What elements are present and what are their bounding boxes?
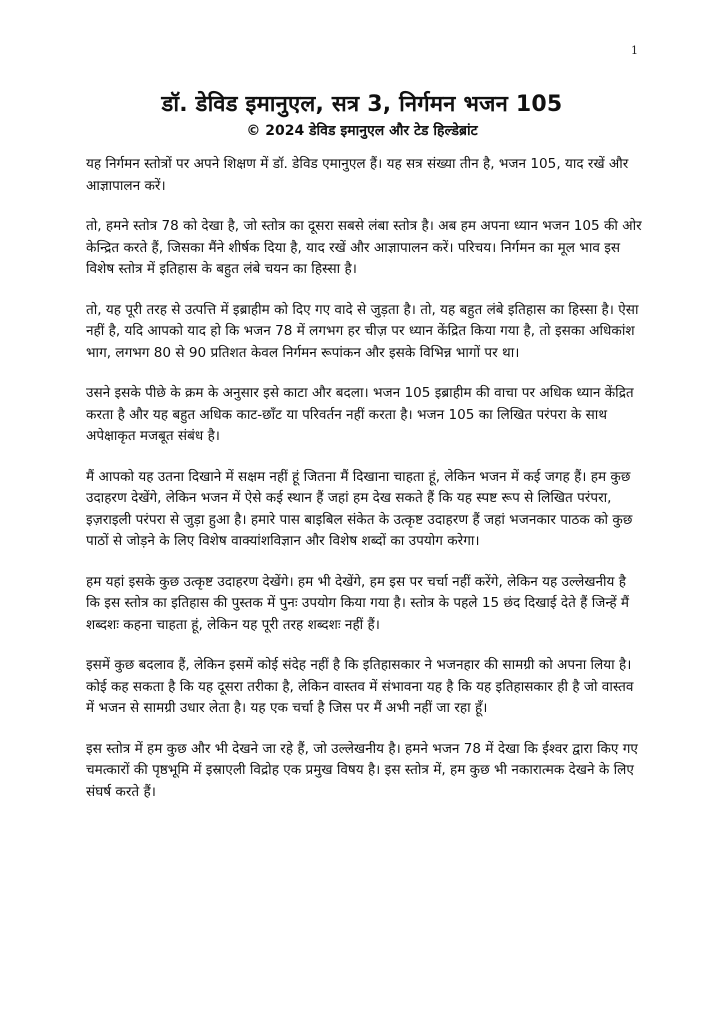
document-body [86,154,642,822]
paragraph-4: उसने इसके पीछे के क्रम के अनुसार इसे काटा और बदला। भजन 105 इब्राहीम की वाचा पर अधिक ध्यान केंद्रित करता है और यह बहुत अधिक काट-छाँट या परिवर्तन नहीं करता है। भजन 105 का लिखित परंपरा के साथ अपेक्षाकृत मजबूत संबंध है। [86,385,634,444]
paragraph-5: मैं आपको यह उतना दिखाने में सक्षम नहीं हूं जितना मैं दिखाना चाहता हूं, लेकिन भजन में कई जगह हैं। हम कुछ उदाहरण देखेंगे, लेकिन भजन में ऐसे कई स्थान हैं जहां हम देख सकते हैं कि यह स्पष्ट रूप से लिखित परंपरा, इज़राइली परंपरा से जुड़ा हुआ है। हमारे पास बाइबिल संकेत के उत्कृष्ट उदाहरण हैं जहां भजनकार पाठक को कुछ पाठों से जोड़ने के लिए विशेष वाक्यांशविज्ञान और विशेष शब्दों का उपयोग करेगा। [86,468,633,549]
paragraph-3: तो, यह पूरी तरह से उत्पत्ति में इब्राहीम को दिए गए वादे से जुड़ता है। तो, यह बहुत लंबे इतिहास का हिस्सा है। ऐसा नहीं है, यदि आपको याद हो कि भजन 78 में लगभग हर चीज़ पर ध्यान केंद्रित किया गया है, तो इसका अधिकांश भाग, लगभग 80 से 90 प्रतिशत केवल निर्गमन रूपांकन और इसके विभिन्न भागों पर था। [86,301,639,361]
copyright-line: © 2024 डेविड इमानुएल और टेड हिल्डेब्रांट [246,123,478,139]
paragraph-8: इस स्तोत्र में हम कुछ और भी देखने जा रहे हैं, जो उल्लेखनीय है। हमने भजन 78 में देखा कि ईश्वर द्वारा किए गए चमत्कारों की पृष्ठभूमि में इस्राएली विद्रोह एक प्रमुख विषय है। इस स्तोत्र में, हम कुछ भी नकारात्मक देखने के लिए संघर्ष करते हैं। [86,740,638,800]
paragraph-6: हम यहां इसके कुछ उत्कृष्ट उदाहरण देखेंगे। हम भी देखेंगे, हम इस पर चर्चा नहीं करेंगे, लेकिन यह उल्लेखनीय है कि इस स्तोत्र का इतिहास की पुस्तक में पुनः उपयोग किया गया है। स्तोत्र के पहले 15 छंद दिखाई देते हैं जिन्हें मैं शब्दशः कहना चाहता हूं, लेकिन यह पूरी तरह शब्दशः नहीं हैं। [86,573,630,633]
paragraph-7: इसमें कुछ बदलाव हैं, लेकिन इसमें कोई संदेह नहीं है कि इतिहासकार ने भजनहार की सामग्री को अपना लिया है। कोई कह सकता है कि यह दूसरा तरीका है, लेकिन वास्तव में संभावना यह है कि यह इतिहासकार ही है जो वास्तव में भजन से सामग्री उधार लेता है। यह एक चर्चा है जिस पर मैं अभी नहीं जा रहा हूँ। [86,657,634,716]
page-number: 1 [631,44,638,57]
page-title: डॉ. डेविड इमानुएल, सत्र 3, निर्गमन भजन 105 [161,92,563,117]
paragraph-1: यह निर्गमन स्तोत्रों पर अपने शिक्षण में डॉ. डेविड एमानुएल हैं। यह सत्र संख्या तीन है, भजन 105, याद रखें और आज्ञापालन करें। [86,156,629,194]
paragraph-2: तो, हमने स्तोत्र 78 को देखा है, जो स्तोत्र का दूसरा सबसे लंबा स्तोत्र है। अब हम अपना ध्यान भजन 105 की ओर केन्द्रित करते हैं, जिसका मैंने शीर्षक दिया है, याद रखें और आज्ञापालन करें। परिचय। निर्गमन का मूल भाव इस विशेष स्तोत्र में इतिहास के बहुत लंबे चयन का हिस्सा है। [86,218,642,277]
